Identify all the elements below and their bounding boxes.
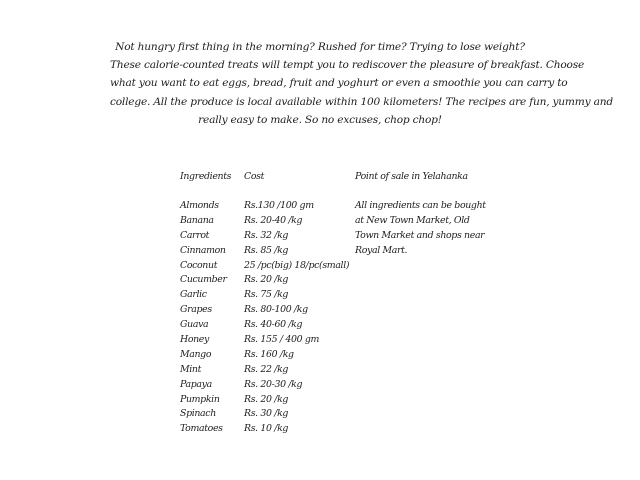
table-row bbox=[0, 363, 640, 378]
ingredient-name: Pumpkin bbox=[180, 393, 220, 405]
ingredient-name: Almonds bbox=[180, 200, 219, 211]
point-of-sale-line: Royal Mart. bbox=[355, 244, 408, 256]
ingredient-cost: Rs. 20-40 /kg bbox=[244, 214, 303, 226]
table-row bbox=[0, 259, 640, 274]
table-row bbox=[0, 407, 640, 422]
header-point-of-sale: Point of sale in Yelahanka bbox=[355, 171, 468, 182]
table-row bbox=[0, 273, 640, 288]
ingredient-cost: Rs. 155 / 400 gm bbox=[244, 334, 320, 346]
ingredient-name: Mango bbox=[180, 348, 212, 360]
intro-line: really easy to make. So no excuses, chop chop! bbox=[198, 113, 442, 126]
point-of-sale-note bbox=[355, 199, 486, 259]
ingredient-cost: Rs.130 /100 gm bbox=[244, 200, 314, 211]
ingredient-name: Papaya bbox=[180, 378, 212, 390]
table-row bbox=[0, 422, 640, 437]
intro-line: what you want to eat eggs, bread, fruit and yoghurt or even a smoothie you can carry to bbox=[110, 77, 568, 90]
intro-line: Not hungry first thing in the morning? Rushed for time? Trying to lose weight? bbox=[115, 41, 525, 53]
ingredient-cost: Rs. 22 /kg bbox=[244, 363, 289, 375]
header-ingredients: Ingredients bbox=[180, 171, 232, 182]
table-rows bbox=[0, 199, 640, 437]
table-row bbox=[0, 333, 640, 348]
table-row bbox=[0, 303, 640, 318]
ingredient-name: Garlic bbox=[180, 289, 207, 301]
ingredient-name: Mint bbox=[180, 363, 202, 375]
ingredient-name: Cucumber bbox=[180, 274, 227, 286]
table-row bbox=[0, 378, 640, 393]
ingredient-cost: Rs. 30 /kg bbox=[244, 408, 289, 420]
point-of-sale-line: All ingredients can be bought bbox=[355, 200, 486, 211]
ingredient-cost: Rs. 160 /kg bbox=[244, 348, 294, 360]
table-row bbox=[0, 288, 640, 303]
ingredient-cost: Rs. 40-60 /kg bbox=[244, 319, 303, 331]
table-row bbox=[0, 348, 640, 363]
ingredient-cost: Rs. 75 /kg bbox=[244, 289, 289, 301]
ingredient-name: Honey bbox=[180, 334, 209, 346]
intro-line: These calorie-counted treats will tempt you to rediscover the pleasure of breakfast. Choose bbox=[110, 59, 585, 72]
point-of-sale-line: Town Market and shops near bbox=[355, 229, 485, 241]
ingredient-name: Spinach bbox=[180, 408, 216, 420]
ingredient-cost: Rs. 20-30 /kg bbox=[244, 378, 303, 390]
ingredient-name: Carrot bbox=[180, 229, 210, 241]
ingredient-cost: Rs. 32 /kg bbox=[244, 229, 289, 241]
ingredient-cost: Rs. 80-100 /kg bbox=[244, 304, 308, 316]
ingredient-name: Tomatoes bbox=[180, 423, 223, 435]
ingredient-cost: Rs. 10 /kg bbox=[244, 423, 289, 435]
ingredient-name: Cinnamon bbox=[180, 244, 226, 256]
table-row bbox=[0, 214, 640, 229]
table-row bbox=[0, 199, 640, 214]
table-row bbox=[0, 229, 640, 244]
ingredient-name: Banana bbox=[180, 214, 214, 226]
table-row bbox=[0, 318, 640, 333]
table-row bbox=[0, 244, 640, 259]
intro-line: college. All the produce is local available within 100 kilometers! The recipes are fun, yummy and bbox=[110, 95, 613, 108]
table-row bbox=[0, 393, 640, 408]
ingredient-name: Coconut bbox=[180, 259, 218, 271]
header-cost: Cost bbox=[244, 171, 264, 182]
ingredient-cost: 25 /pc(big) 18/pc(small) bbox=[244, 259, 350, 271]
ingredient-cost: Rs. 20 /kg bbox=[244, 393, 289, 405]
ingredient-cost: Rs. 85 /kg bbox=[244, 244, 289, 256]
point-of-sale-line: at New Town Market, Old bbox=[355, 214, 470, 226]
ingredient-cost: Rs. 20 /kg bbox=[244, 274, 289, 286]
ingredient-name: Guava bbox=[180, 319, 209, 331]
ingredient-name: Grapes bbox=[180, 304, 212, 316]
